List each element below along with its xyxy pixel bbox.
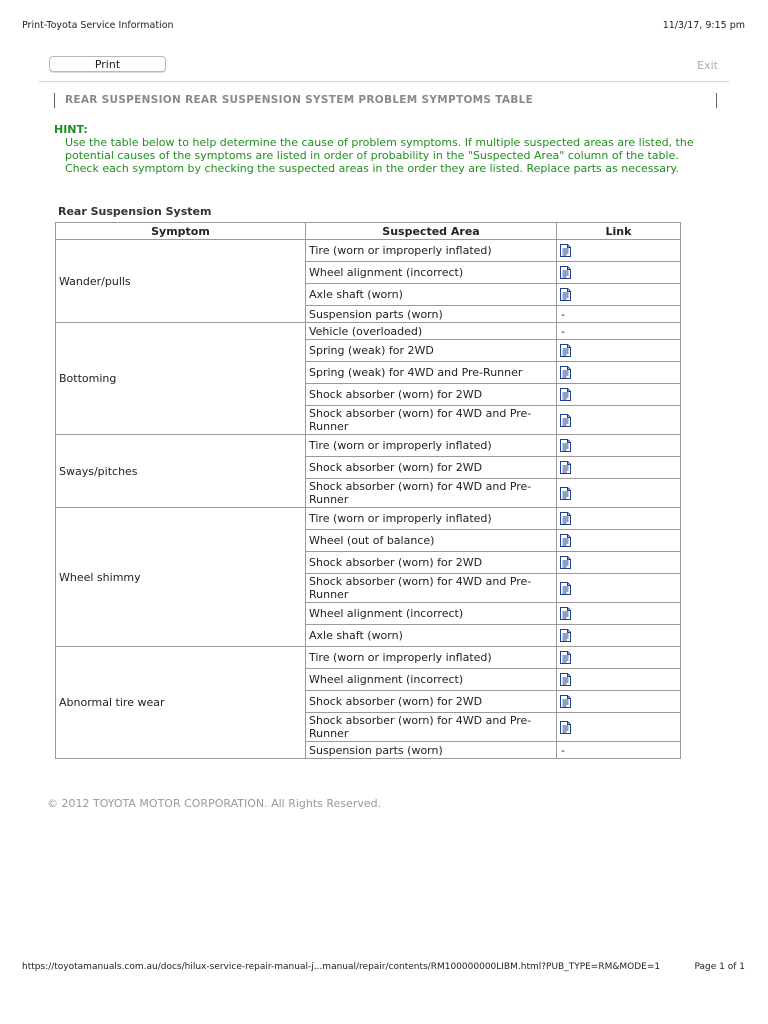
footer-page: Page 1 of 1 bbox=[694, 962, 745, 972]
suspected-area-cell: Shock absorber (worn) for 4WD and Pre-Runner bbox=[305, 406, 556, 435]
link-cell bbox=[557, 435, 681, 457]
document-icon[interactable] bbox=[560, 673, 571, 686]
suspected-area-cell: Spring (weak) for 4WD and Pre-Runner bbox=[305, 362, 556, 384]
document-icon[interactable] bbox=[560, 266, 571, 279]
suspected-area-cell: Tire (worn or improperly inflated) bbox=[305, 647, 556, 669]
print-button[interactable]: Print bbox=[49, 56, 166, 72]
document-icon[interactable] bbox=[560, 582, 571, 595]
suspected-area-cell: Shock absorber (worn) for 2WD bbox=[305, 457, 556, 479]
document-icon[interactable] bbox=[560, 244, 571, 257]
suspected-area-cell: Axle shaft (worn) bbox=[305, 625, 556, 647]
document-icon[interactable] bbox=[560, 512, 571, 525]
symptom-cell: Sways/pitches bbox=[56, 435, 306, 508]
document-icon[interactable] bbox=[560, 461, 571, 474]
link-cell bbox=[557, 691, 681, 713]
suspected-area-cell: Shock absorber (worn) for 4WD and Pre-Runner bbox=[305, 713, 556, 742]
link-cell bbox=[557, 406, 681, 435]
no-link-dash: - bbox=[561, 743, 565, 757]
document-icon[interactable] bbox=[560, 366, 571, 379]
document-icon[interactable] bbox=[560, 439, 571, 452]
document-icon[interactable] bbox=[560, 556, 571, 569]
link-cell bbox=[557, 713, 681, 742]
suspected-area-cell: Tire (worn or improperly inflated) bbox=[305, 240, 556, 262]
document-icon[interactable] bbox=[560, 721, 571, 734]
suspected-area-cell: Shock absorber (worn) for 4WD and Pre-Runner bbox=[305, 479, 556, 508]
link-cell bbox=[557, 457, 681, 479]
hint-text: Use the table below to help determine the cause of problem symptoms. If multiple suspected areas are listed, the potential causes of the symptoms are listed in order of probability in the "Suspected Area" column of the table. Check each symptom by checking the suspected areas in the order they are listed. Replace parts as necessary. bbox=[65, 136, 694, 175]
breadcrumb-text: REAR SUSPENSION REAR SUSPENSION SYSTEM PROBLEM SYMPTOMS TABLE bbox=[65, 94, 534, 106]
table-row bbox=[56, 508, 681, 530]
header-suspected-area: Suspected Area bbox=[305, 223, 556, 240]
table-row bbox=[56, 435, 681, 457]
divider bbox=[39, 81, 729, 82]
table-row bbox=[56, 323, 681, 340]
document-icon[interactable] bbox=[560, 695, 571, 708]
link-cell bbox=[557, 508, 681, 530]
link-cell bbox=[557, 284, 681, 306]
table-header-row bbox=[56, 223, 681, 240]
suspected-area-cell: Tire (worn or improperly inflated) bbox=[305, 508, 556, 530]
symptom-cell: Wander/pulls bbox=[56, 240, 306, 323]
breadcrumb bbox=[54, 93, 717, 108]
header-link: Link bbox=[557, 223, 681, 240]
document-icon[interactable] bbox=[560, 414, 571, 427]
suspected-area-cell: Wheel alignment (incorrect) bbox=[305, 262, 556, 284]
print-header-title: Print-Toyota Service Information bbox=[22, 20, 174, 31]
document-icon[interactable] bbox=[560, 388, 571, 401]
suspected-area-cell: Wheel alignment (incorrect) bbox=[305, 669, 556, 691]
link-cell bbox=[557, 625, 681, 647]
print-header-datetime: 11/3/17, 9:15 pm bbox=[662, 20, 745, 31]
link-cell bbox=[557, 262, 681, 284]
suspected-area-cell: Suspension parts (worn) bbox=[305, 742, 556, 759]
suspected-area-cell: Tire (worn or improperly inflated) bbox=[305, 435, 556, 457]
suspected-area-cell: Shock absorber (worn) for 2WD bbox=[305, 384, 556, 406]
no-link-dash: - bbox=[561, 307, 565, 321]
document-icon[interactable] bbox=[560, 487, 571, 500]
table-row bbox=[56, 240, 681, 262]
symptom-cell: Bottoming bbox=[56, 323, 306, 435]
link-cell bbox=[557, 240, 681, 262]
link-cell bbox=[557, 530, 681, 552]
link-cell bbox=[557, 647, 681, 669]
suspected-area-cell: Axle shaft (worn) bbox=[305, 284, 556, 306]
footer-url: https://toyotamanuals.com.au/docs/hilux-service-repair-manual-j...manual/repair/contents/RM100000000LIBM.html?PUB_TYPE=RM&MODE=1 bbox=[22, 962, 661, 972]
link-cell bbox=[557, 552, 681, 574]
link-cell-none bbox=[557, 742, 681, 759]
link-cell bbox=[557, 669, 681, 691]
exit-link[interactable]: Exit bbox=[697, 59, 718, 72]
link-cell-none bbox=[557, 323, 681, 340]
link-cell bbox=[557, 574, 681, 603]
suspected-area-cell: Wheel (out of balance) bbox=[305, 530, 556, 552]
document-icon[interactable] bbox=[560, 607, 571, 620]
suspected-area-cell: Spring (weak) for 2WD bbox=[305, 340, 556, 362]
link-cell-none bbox=[557, 306, 681, 323]
link-cell bbox=[557, 362, 681, 384]
no-link-dash: - bbox=[561, 324, 565, 338]
suspected-area-cell: Suspension parts (worn) bbox=[305, 306, 556, 323]
document-icon[interactable] bbox=[560, 651, 571, 664]
link-cell bbox=[557, 479, 681, 508]
copyright: © 2012 TOYOTA MOTOR CORPORATION. All Rights Reserved. bbox=[47, 797, 382, 810]
table-caption: Rear Suspension System bbox=[58, 205, 212, 218]
header-symptom: Symptom bbox=[56, 223, 306, 240]
suspected-area-cell: Shock absorber (worn) for 4WD and Pre-Runner bbox=[305, 574, 556, 603]
link-cell bbox=[557, 384, 681, 406]
symptom-cell: Abnormal tire wear bbox=[56, 647, 306, 759]
symptoms-table bbox=[55, 222, 681, 759]
link-cell bbox=[557, 603, 681, 625]
table-row bbox=[56, 647, 681, 669]
symptom-cell: Wheel shimmy bbox=[56, 508, 306, 647]
hint-title: HINT: bbox=[54, 123, 88, 136]
link-cell bbox=[557, 340, 681, 362]
suspected-area-cell: Shock absorber (worn) for 2WD bbox=[305, 691, 556, 713]
document-icon[interactable] bbox=[560, 534, 571, 547]
document-icon[interactable] bbox=[560, 629, 571, 642]
suspected-area-cell: Vehicle (overloaded) bbox=[305, 323, 556, 340]
suspected-area-cell: Wheel alignment (incorrect) bbox=[305, 603, 556, 625]
document-icon[interactable] bbox=[560, 288, 571, 301]
document-icon[interactable] bbox=[560, 344, 571, 357]
suspected-area-cell: Shock absorber (worn) for 2WD bbox=[305, 552, 556, 574]
